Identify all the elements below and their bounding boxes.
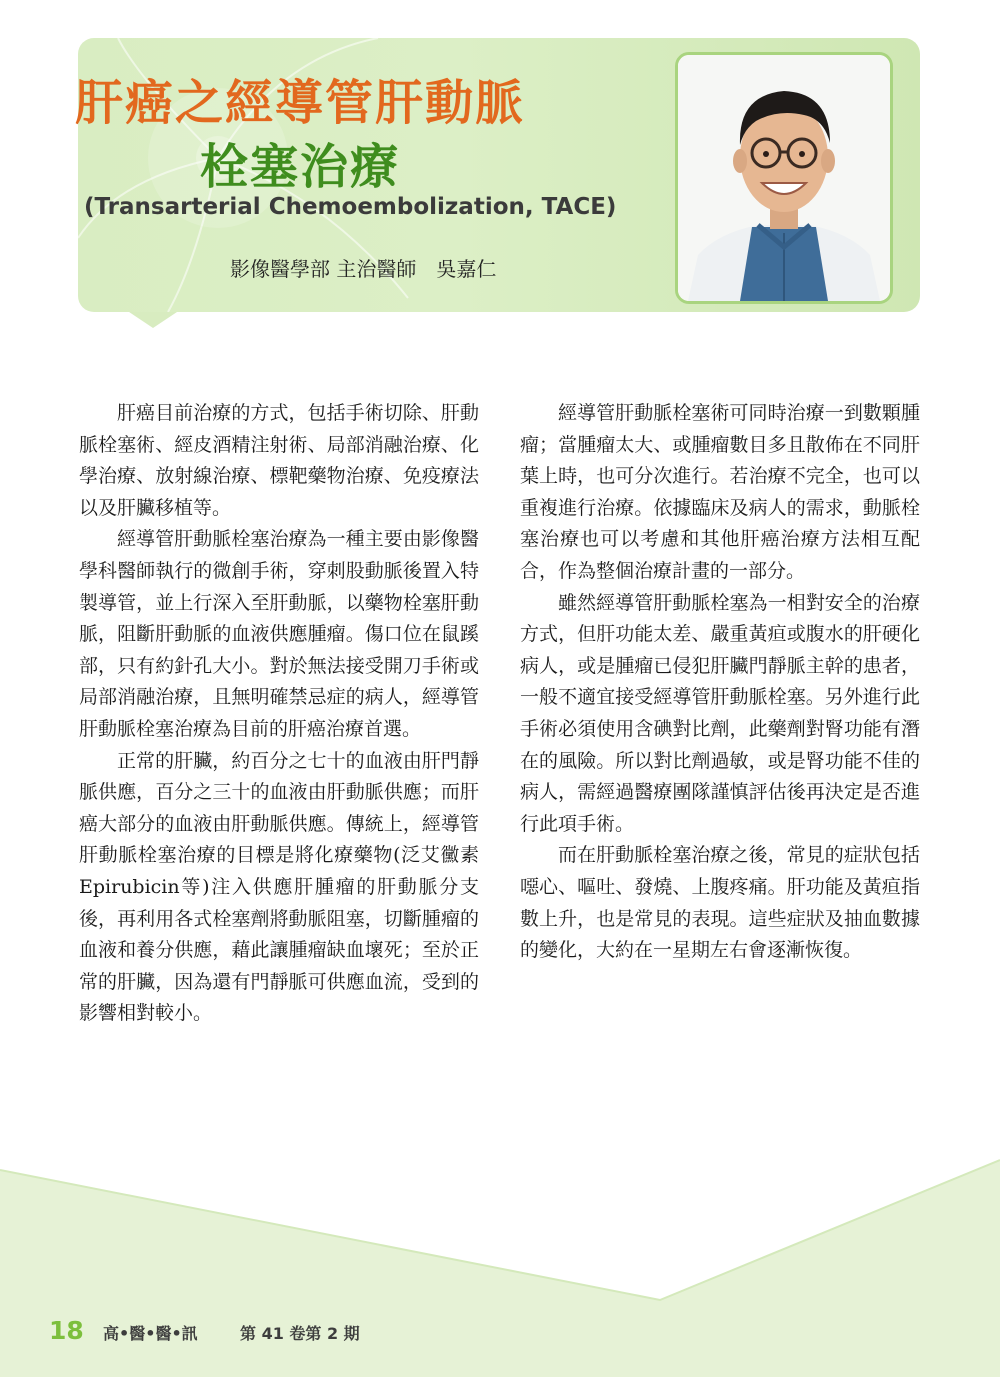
author-photo bbox=[675, 52, 893, 304]
issue-number: 第 41 卷第 2 期 bbox=[240, 1324, 360, 1343]
paragraph: 肝癌目前治療的方式，包括手術切除、肝動脈栓塞術、經皮酒精注射術、局部消融治療、化學治療、放射線治療、標靶藥物治療、免疫療法以及肝臟移植等。 bbox=[79, 402, 479, 519]
page-number: 18 bbox=[49, 1316, 84, 1345]
paragraph: 經導管肝動脈栓塞術可同時治療一到數顆腫瘤；當腫瘤太大、或腫瘤數目多且散佈在不同肝葉上時，也可分次進行。若治療不完全，也可以重複進行治療。依據臨床及病人的需求，動脈栓塞治療也可以考慮和其他肝癌治療方法相互配合，作為整個治療計畫的一部分。 bbox=[520, 402, 920, 582]
doctor-portrait-icon bbox=[678, 55, 890, 301]
paragraph: 雖然經導管肝動脈栓塞為一相對安全的治療方式，但肝功能太差、嚴重黃疸或腹水的肝硬化病人，或是腫瘤已侵犯肝臟門靜脈主幹的患者，一般不適宜接受經導管肝動脈栓塞。另外進行此手術必須使用含碘對比劑，此藥劑對腎功能有潛在的風險。所以對比劑過敏，或是腎功能不佳的病人，需經過醫療團隊謹慎評估後再決定是否進行此項手術。 bbox=[520, 591, 920, 835]
article-title-line-2: 栓塞治療 bbox=[199, 139, 400, 195]
paragraph: 而在肝動脈栓塞治療之後，常見的症狀包括噁心、嘔吐、發燒、上腹疼痛。肝功能及黃疸指數上升，也是常見的表現。這些症狀及抽血數據的變化，大約在一星期左右會逐漸恢復。 bbox=[520, 844, 920, 962]
body-column-right bbox=[520, 398, 920, 967]
paragraph: 正常的肝臟，約百分之七十的血液由肝門靜脈供應，百分之三十的血液由肝動脈供應；而肝癌大部分的血液由肝動脈供應。傳統上，經導管肝動脈栓塞治療的目標是將化療藥物(泛艾黴素 Epirubicin等)注入供應肝腫瘤的肝動脈分支後，再利用各式栓塞劑將動脈阻塞，切斷腫瘤的血液和養分供應，藉此讓腫瘤缺血壞死；至於正常的肝臟，因為還有門靜脈可供應血流，受到的影響相對較小。 bbox=[79, 749, 479, 1025]
author-byline: 影像醫學部 主治醫師 吳嘉仁 bbox=[230, 257, 497, 281]
paragraph: 經導管肝動脈栓塞治療為一種主要由影像醫學科醫師執行的微創手術，穿刺股動脈後置入特製導管，並上行深入至肝動脈，以藥物栓塞肝動脈，阻斷肝動脈的血液供應腫瘤。傷口位在鼠蹊部，只有約針孔大小。對於無法接受開刀手術或局部消融治療，且無明確禁忌症的病人，經導管肝動脈栓塞治療為目前的肝癌治療首選。 bbox=[79, 528, 479, 740]
article-subtitle-english: (Transarterial Chemoembolization, TACE) bbox=[84, 194, 617, 220]
body-column-left bbox=[79, 398, 479, 1030]
article-title-line-1: 肝癌之經導管肝動脈 bbox=[74, 75, 525, 131]
journal-name: 高•醫•醫•訊 bbox=[103, 1324, 198, 1343]
